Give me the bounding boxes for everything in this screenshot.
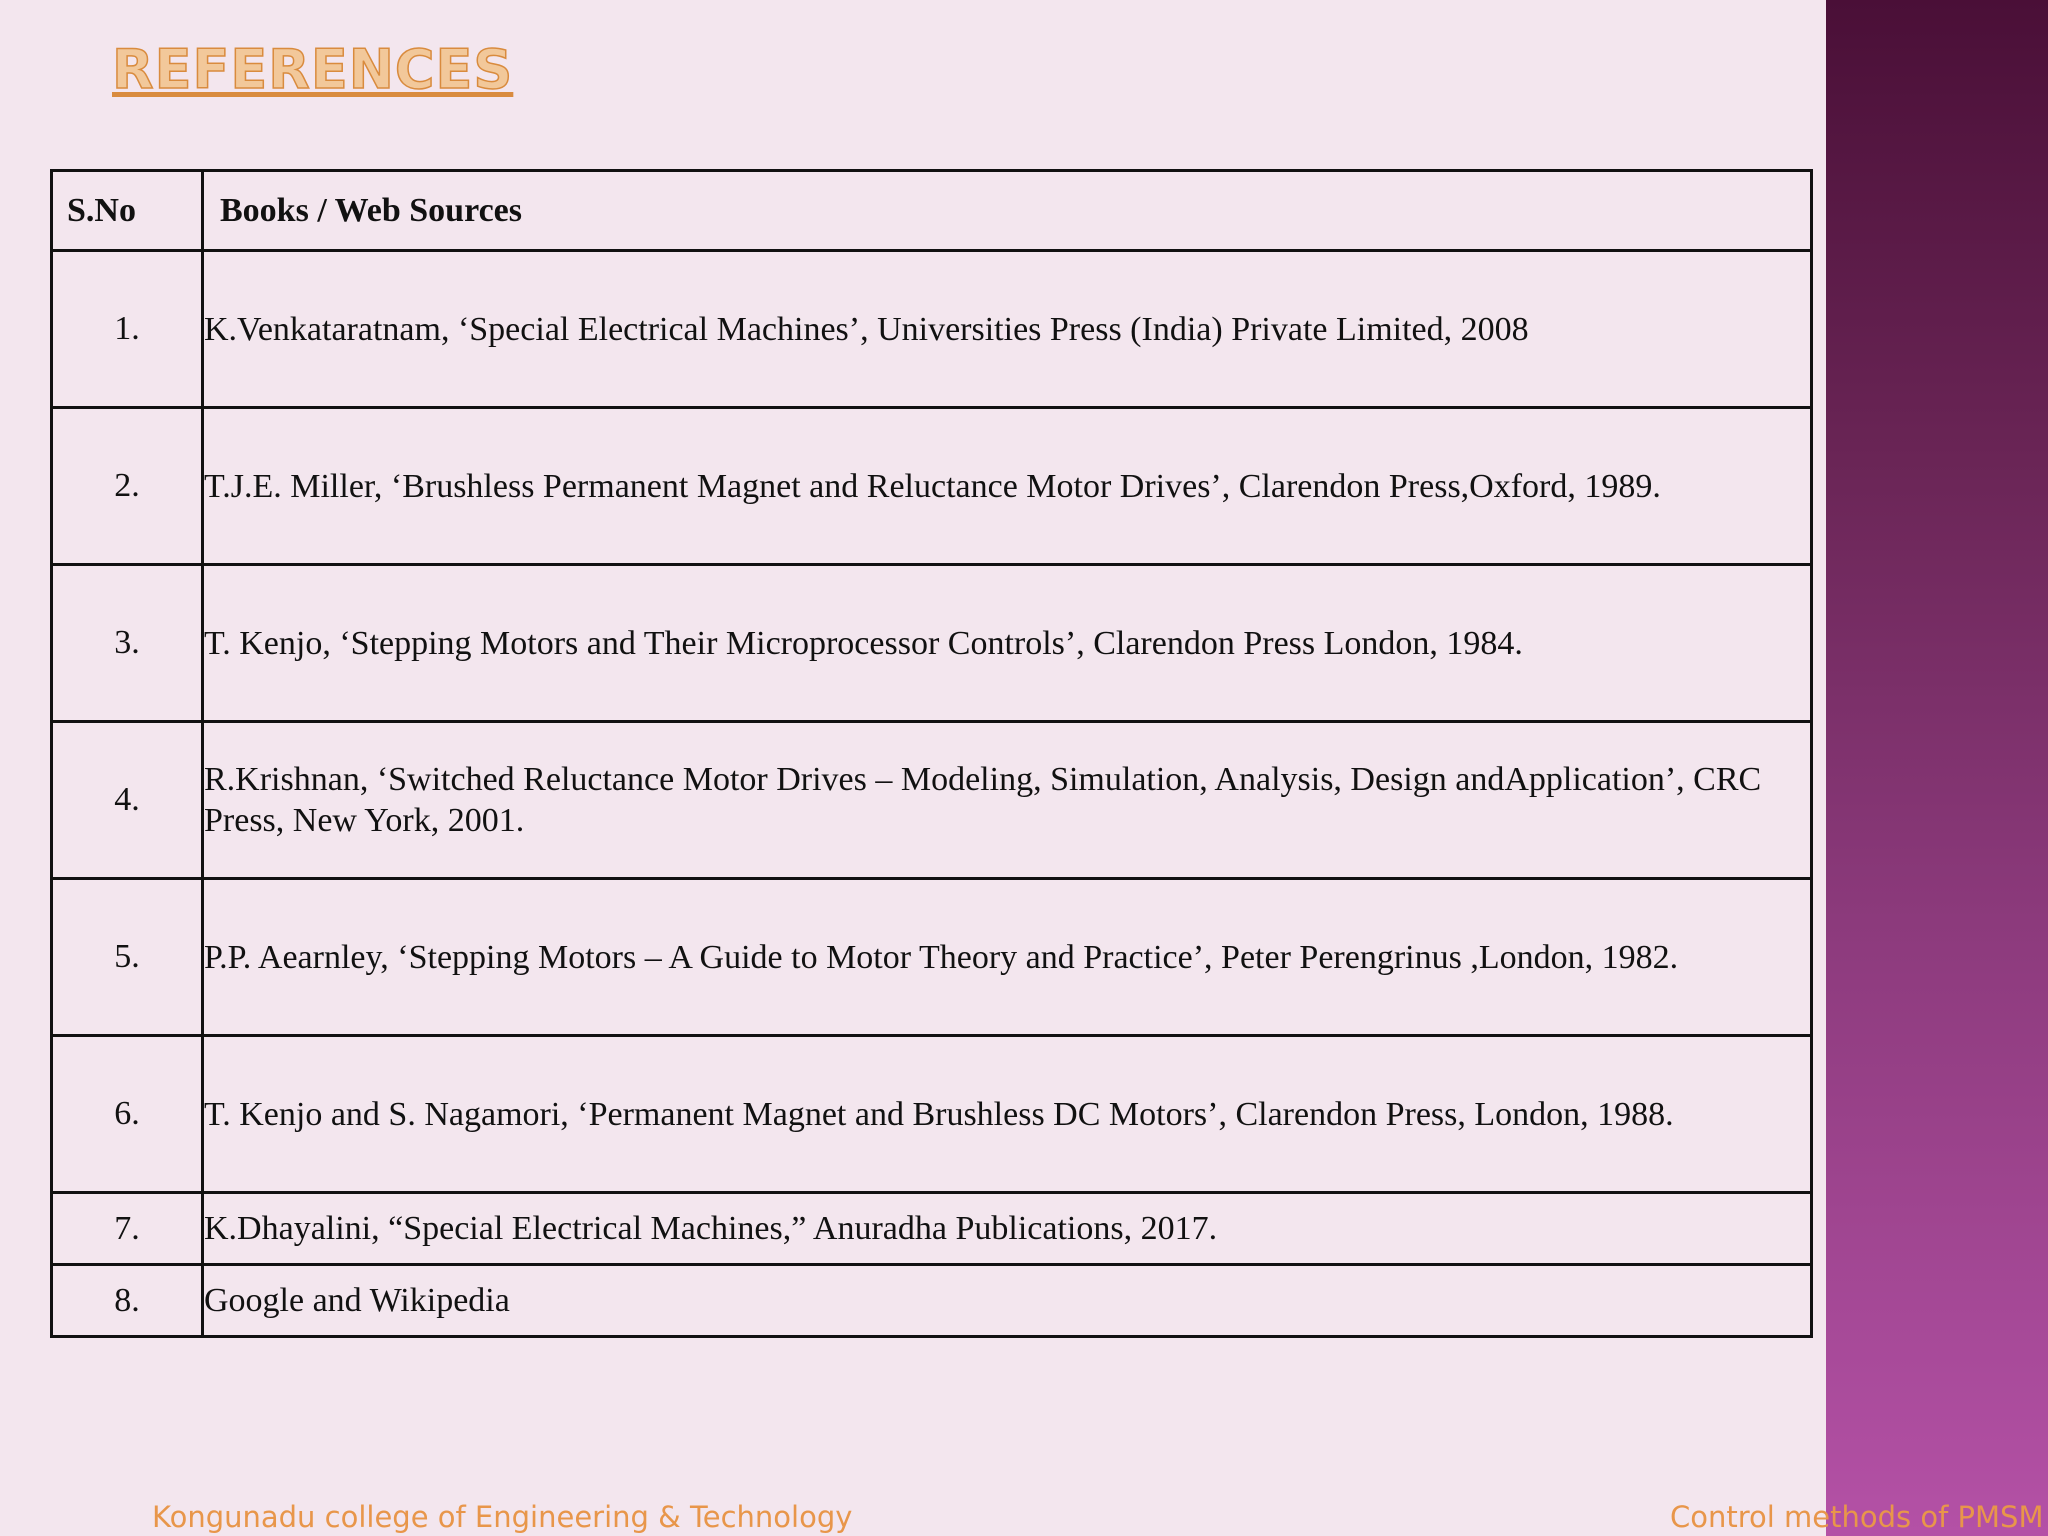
table-row — [52, 408, 1812, 565]
table-row — [52, 1036, 1812, 1193]
row-number: 5. — [52, 879, 203, 1036]
footer-topic: Control methods of PMSM — [1670, 1500, 2044, 1534]
row-number: 1. — [52, 251, 203, 408]
reference-text: T.J.E. Miller, ‘Brushless Permanent Magnet and Reluctance Motor Drives’, Clarendon Press,Oxford, 1989. — [203, 408, 1812, 565]
footer-institution: Kongunadu college of Engineering & Technology — [152, 1500, 853, 1534]
row-number: 3. — [52, 565, 203, 722]
reference-text: R.Krishnan, ‘Switched Reluctance Motor Drives – Modeling, Simulation, Analysis, Design andApplication’, CRC Press, New York, 2001. — [203, 722, 1812, 879]
row-number: 2. — [52, 408, 203, 565]
reference-text: T. Kenjo and S. Nagamori, ‘Permanent Magnet and Brushless DC Motors’, Clarendon Press, London, 1988. — [203, 1036, 1812, 1193]
table-row — [52, 879, 1812, 1036]
header-sources: Books / Web Sources — [203, 171, 1812, 251]
row-number: 6. — [52, 1036, 203, 1193]
reference-text: T. Kenjo, ‘Stepping Motors and Their Microprocessor Controls’, Clarendon Press London, 1984. — [203, 565, 1812, 722]
slide-title: REFERENCES — [112, 38, 514, 101]
row-number: 4. — [52, 722, 203, 879]
header-sno: S.No — [52, 171, 203, 251]
table-header-row — [52, 171, 1812, 251]
table-row — [52, 565, 1812, 722]
reference-text: K.Dhayalini, “Special Electrical Machines,” Anuradha Publications, 2017. — [203, 1193, 1812, 1265]
table-row — [52, 1265, 1812, 1337]
references-table — [50, 169, 1813, 1338]
reference-text: P.P. Aearnley, ‘Stepping Motors – A Guide to Motor Theory and Practice’, Peter Perengrinus ,London, 1982. — [203, 879, 1812, 1036]
reference-text: K.Venkataratnam, ‘Special Electrical Machines’, Universities Press (India) Private Limited, 2008 — [203, 251, 1812, 408]
row-number: 8. — [52, 1265, 203, 1337]
table-row — [52, 722, 1812, 879]
decorative-side-band — [1826, 0, 2048, 1536]
table-row — [52, 251, 1812, 408]
row-number: 7. — [52, 1193, 203, 1265]
reference-text: Google and Wikipedia — [203, 1265, 1812, 1337]
table-row — [52, 1193, 1812, 1265]
